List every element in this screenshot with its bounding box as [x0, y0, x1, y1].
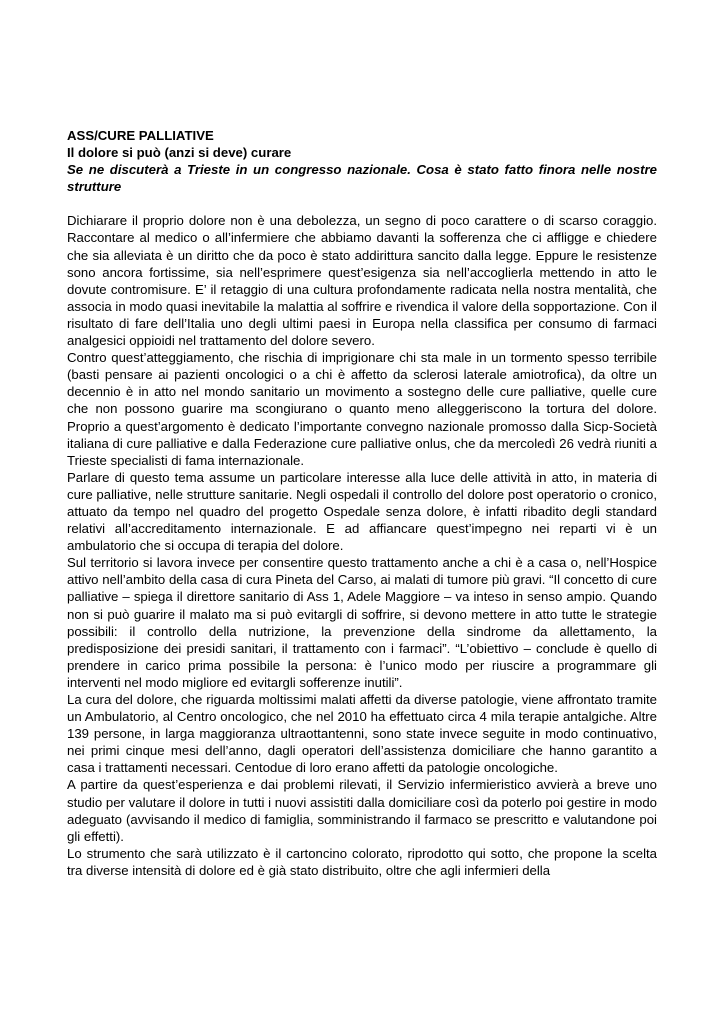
paragraph-2: Contro quest’atteggiamento, che rischia di imprigionare chi sta male in un tormento spesso terribile (basti pensare ai pazienti oncologici o a chi è affetto da sclerosi laterale amiotrofica), da oltre un decennio è in atto nel mondo sanitario un movimento a sostegno delle cure palliative, quelle cure che non possono guarire ma scongiurano o quanto meno alleggeriscono la tortura del dolore. Proprio a quest’argomento è dedicato l’importante convegno nazionale promosso dalla Sicp-Società italiana di cure palliative e dalla Federazione cure palliative onlus, che da mercoledì 26 vedrà riuniti a Trieste specialisti di fama internazionale. [67, 350, 657, 468]
paragraph-5: La cura del dolore, che riguarda moltissimi malati affetti da diverse patologie, viene affrontato tramite un Ambulatorio, al Centro oncologico, che nel 2010 ha effettuato circa 4 mila terapie antalgiche. Altre 139 persone, in larga maggioranza ultraottantenni, sono state invece seguite in modo continuativo, nei primi cinque mesi dell’anno, dagli operatori dell’assistenza domiciliare che hanno garantito a casa i trattamenti necessari. Centodue di loro erano affetti da patologie oncologiche. [67, 692, 657, 776]
paragraph-6: A partire da quest’esperienza e dai problemi rilevati, il Servizio infermieristico avvierà a breve uno studio per valutare il dolore in tutti i nuovi assistiti dalla domiciliare così da poterlo poi gestire in modo adeguato (avvisando il medico di famiglia, somministrando il farmaco se prescritto e valutandone poi gli effetti). [67, 777, 657, 844]
article [67, 127, 657, 879]
paragraph-4: Sul territorio si lavora invece per consentire questo trattamento anche a chi è a casa o, nell’Hospice attivo nell’ambito della casa di cura Pineta del Carso, ai malati di tumore più gravi. “Il concetto di cure palliative – spiega il direttore sanitario di Ass 1, Adele Maggiore – va inteso in senso ampio. Quando non si può guarire il malato ma si può evitargli di soffrire, si devono mettere in atto tutte le strategie possibili: il controllo della nutrizione, la prevenzione della sindrome da allettamento, la predisposizione dei presidi sanitari, il trattamento con i farmaci”. “L’obiettivo – conclude è quello di prendere in carico prima possibile la persona: è l’unico modo per riuscire a programmare gli interventi nel modo migliore ed evitargli sofferenze inutili”. [67, 555, 657, 690]
spacer [67, 195, 657, 212]
article-subtitle: Se ne discuterà a Trieste in un congresso nazionale. Cosa è stato fatto finora nelle nostre strutture [67, 162, 657, 195]
section-label: ASS/CURE PALLIATIVE [67, 128, 214, 143]
paragraph-7: Lo strumento che sarà utilizzato è il cartoncino colorato, riprodotto qui sotto, che propone la scelta tra diverse intensità di dolore ed è già stato distribuito, oltre che agli infermieri della [67, 845, 657, 878]
paragraph-1: Dichiarare il proprio dolore non è una debolezza, un segno di poco carattere o di scarso coraggio. Raccontare al medico o all’infermiere che abbiamo davanti la sofferenza che ci affligge e chiedere che sia alleviata è un diritto che da poco è stato addirittura sancito dalla legge. Eppure le resistenze sono ancora fortissime, sia nell’esprimere quest’esigenza sia nell’accoglierla mettendo in atto le dovute contromisure. E’ il retaggio di una cultura profondamente radicata nella nostra mentalità, che associa in modo quasi inevitabile la malattia al soffrire e rivendica il valore della sopportazione. Con il risultato di fare dell’Italia uno degli ultimi paesi in Europa nella classifica per consumo di farmaci analgesici oppioidi nel trattamento del dolore severo. [67, 213, 657, 349]
paragraph-3: Parlare di questo tema assume un particolare interesse alla luce delle attività in atto, in materia di cure palliative, nelle strutture sanitarie. Negli ospedali il controllo del dolore post operatorio o cronico, attuato da tempo nel quadro del progetto Ospedale senza dolore, è infatti ribadito degli standard relativi all’accreditamento internazionale. E ad affiancare quest’impegno nei reparti vi è un ambulatorio che si occupa di terapia del dolore. [67, 469, 657, 554]
article-title: Il dolore si può (anzi si deve) curare [67, 145, 292, 161]
